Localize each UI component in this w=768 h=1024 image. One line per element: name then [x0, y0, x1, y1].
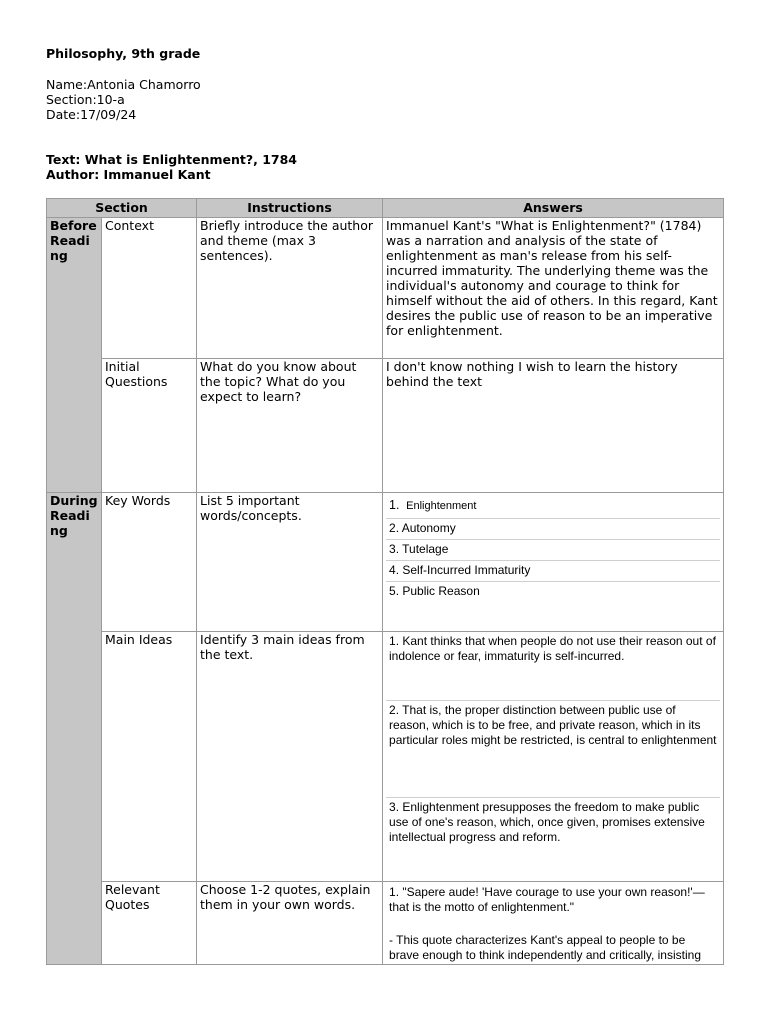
answer-main-ideas: [383, 632, 724, 882]
keyword-word: Enlightenment: [406, 500, 477, 512]
table-row: [47, 882, 724, 965]
section-relevant-quotes: Relevant Quotes: [102, 882, 197, 965]
answer-context: Immanuel Kant's "What is Enlightenment?" (1784) was a narration and analysis of the state of enlightenment as man's release from his self-incurred immaturity. The underlying theme was the individual's autonomy and courage to think for himself without the aid of others. In this regard, Kant desires the public use of reason to be an imperative for enlightenment.: [383, 218, 724, 359]
table-row: [47, 493, 724, 632]
quote-explanation: - This quote characterizes Kant's appeal to people to be brave enough to think independently and critically, insisting: [389, 933, 701, 962]
table-row: [47, 359, 724, 493]
section-main-ideas: Main Ideas: [102, 632, 197, 882]
table-row: [47, 218, 724, 359]
table-row: [47, 632, 724, 882]
header-answers: Answers: [383, 199, 724, 218]
stage-before-reading: Before Reading: [47, 218, 102, 493]
section-context: Context: [102, 218, 197, 359]
answer-initial-questions: I don't know nothing I wish to learn the history behind the text: [383, 359, 724, 493]
instruction-key-words: List 5 important words/concepts.: [197, 493, 383, 632]
keyword-number: 1.: [389, 498, 400, 512]
reading-worksheet-table: [46, 198, 724, 965]
student-section: Section:10-a: [46, 92, 125, 107]
main-idea-item: 3. Enlightenment presupposes the freedom to make public use of one's reason, which, once given, promises extensive intellectual progress and reform.: [386, 797, 720, 881]
instruction-initial-questions: What do you know about the topic? What do you expect to learn?: [197, 359, 383, 493]
section-initial-questions: Initial Questions: [102, 359, 197, 493]
answer-relevant-quotes: [383, 882, 724, 965]
keyword-item: [386, 493, 720, 518]
section-key-words: Key Words: [102, 493, 197, 632]
keyword-item: 4. Self-Incurred Immaturity: [386, 560, 720, 581]
keyword-item: 5. Public Reason: [386, 581, 720, 630]
instruction-context: Briefly introduce the author and theme (max 3 sentences).: [197, 218, 383, 359]
instruction-relevant-quotes: Choose 1-2 quotes, explain them in your own words.: [197, 882, 383, 965]
quote-text: 1. "Sapere aude! 'Have courage to use your own reason!'— that is the motto of enlightenment.": [389, 885, 705, 914]
header-section: Section: [47, 199, 197, 218]
header-instructions: Instructions: [197, 199, 383, 218]
answer-key-words: [383, 493, 724, 632]
text-author: Author: Immanuel Kant: [46, 167, 211, 182]
keyword-item: 2. Autonomy: [386, 518, 720, 539]
main-idea-item: 1. Kant thinks that when people do not use their reason out of indolence or fear, immaturity is self-incurred.: [389, 634, 716, 663]
keyword-item: 3. Tutelage: [386, 539, 720, 560]
stage-during-reading: During Reading: [47, 493, 102, 965]
main-idea-item: 2. That is, the proper distinction between public use of reason, which is to be free, and private reason, which in its particular roles might be restricted, is central to enlightenment: [386, 700, 720, 797]
student-name: Name:Antonia Chamorro: [46, 77, 201, 92]
text-title: Text: What is Enlightenment?, 1784: [46, 152, 297, 167]
worksheet-date: Date:17/09/24: [46, 107, 137, 122]
table-header-row: [47, 199, 724, 218]
instruction-main-ideas: Identify 3 main ideas from the text.: [197, 632, 383, 882]
course-title: Philosophy, 9th grade: [46, 46, 201, 61]
